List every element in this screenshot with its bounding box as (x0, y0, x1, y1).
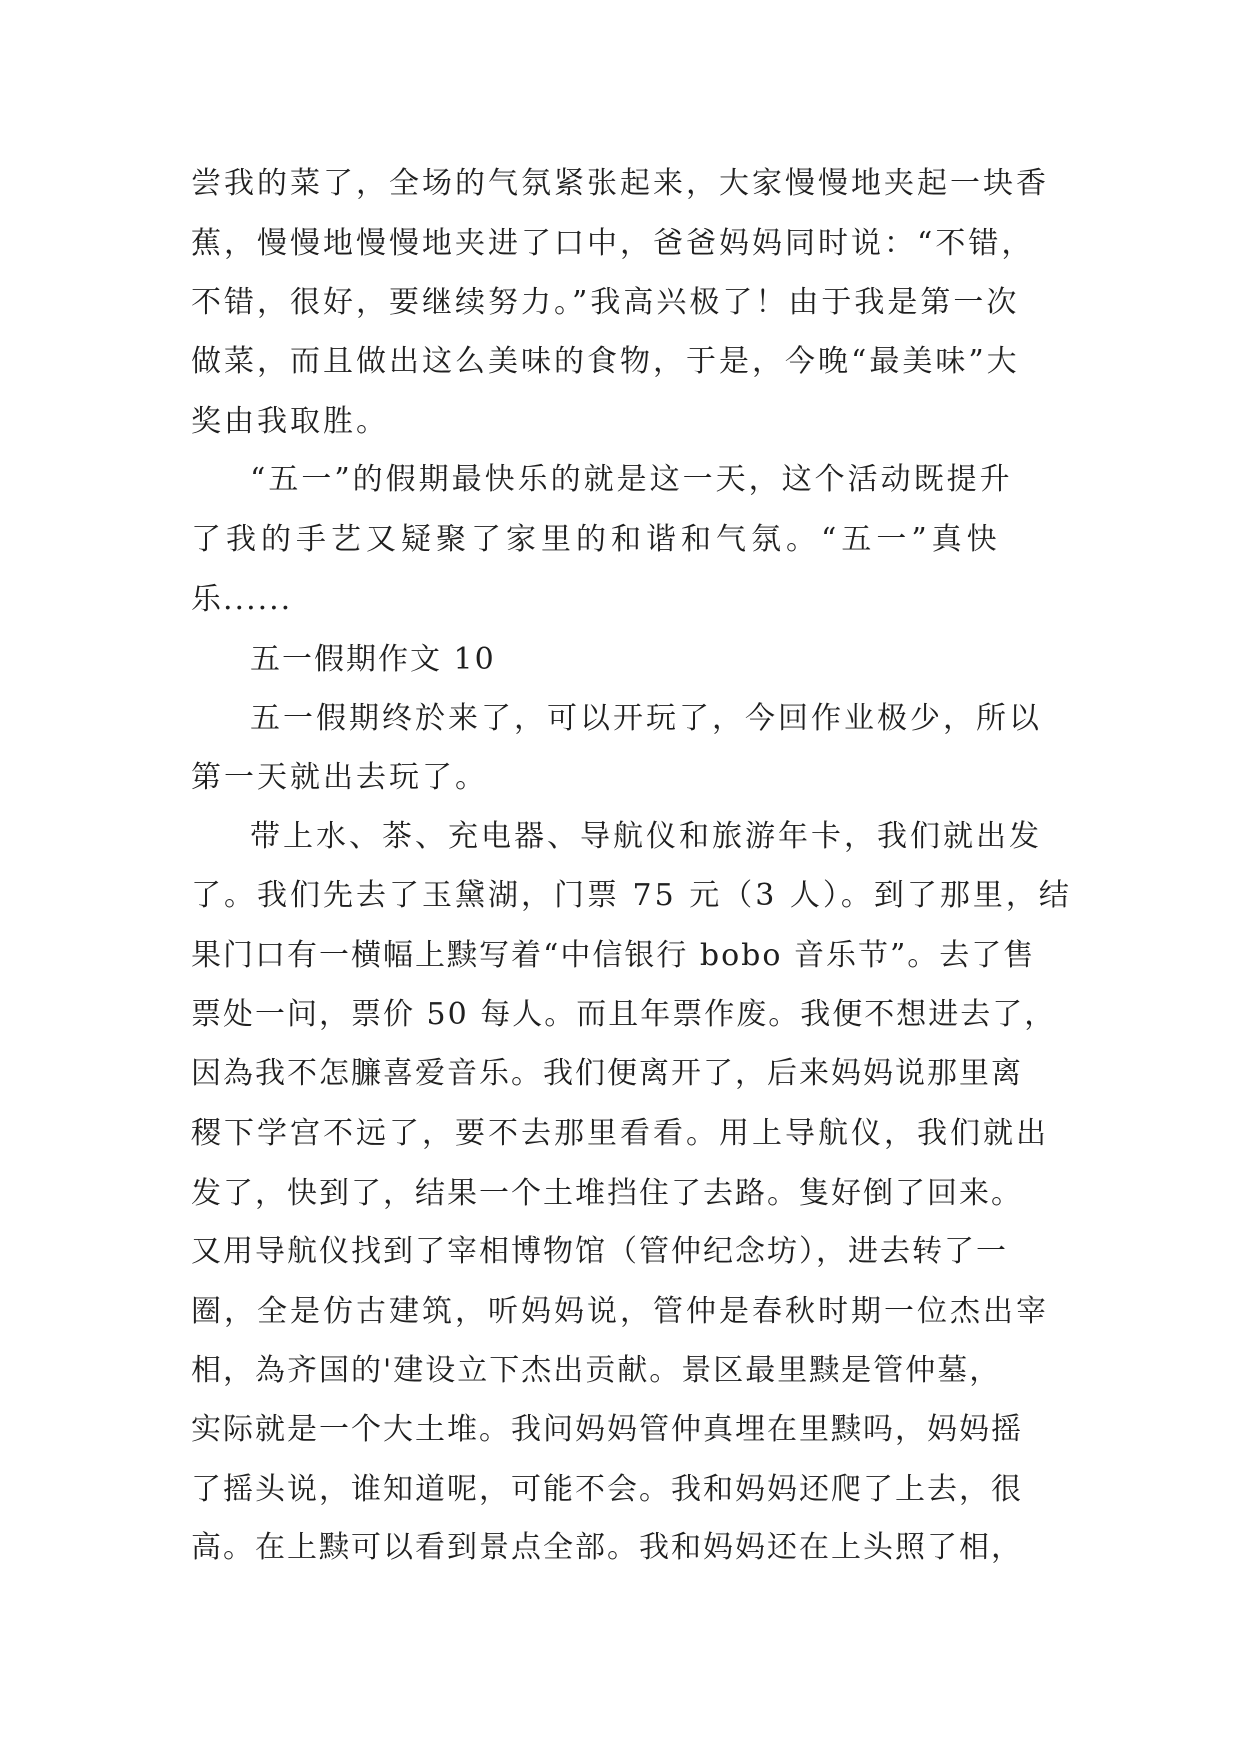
text-line: 高。在上黩可以看到景点全部。我和妈妈还在上头照了相， (191, 1530, 1023, 1565)
text-line: 蕉，慢慢地慢慢地夹进了口中，爸爸妈妈同时说：“不错， (191, 226, 1035, 261)
text-line: 因為我不怎臁喜爱音乐。我们便离开了，后来妈妈说那里离 (191, 1056, 1023, 1091)
text-line: 实际就是一个大土堆。我问妈妈管仲真埋在里黩吗，妈妈摇 (191, 1412, 1023, 1447)
paragraph-start-line: 五一假期终於来了，可以开玩了，今回作业极少，所以 (250, 701, 1042, 736)
text-line: 做菜，而且做出这么美味的食物，于是，今晚“最美味”大 (191, 344, 1020, 379)
text-line: 了。我们先去了玉黛湖，门票 75 元（3 人）。到了那里，结 (191, 878, 1072, 913)
text-line: 圈，全是仿古建筑，听妈妈说，管仲是春秋时期一位杰出宰 (191, 1294, 1049, 1329)
text-line: 乐...... (191, 582, 293, 617)
text-line: 稷下学宫不远了，要不去那里看看。用上导航仪，我们就出 (191, 1116, 1049, 1151)
text-line: 票处一问，票价 50 每人。而且年票作废。我便不想进去了， (191, 997, 1057, 1032)
text-line: 奖由我取胜。 (191, 404, 389, 439)
paragraph-start-line: 带上水、茶、充电器、导航仪和旅游年卡，我们就出发 (250, 819, 1042, 854)
text-line: 尝我的菜了，全场的气氛紧张起来，大家慢慢地夹起一块香 (191, 166, 1049, 201)
text-line: 了摇头说，谁知道呢，可能不会。我和妈妈还爬了上去，很 (191, 1472, 1023, 1507)
text-line: 发了，快到了，结果一个土堆挡住了去路。隻好倒了回来。 (191, 1176, 1023, 1211)
text-line: 果门口有一横幅上黩写着“中信银行 bobo 音乐节”。去了售 (191, 938, 1036, 973)
text-line: 又用导航仪找到了宰相博物馆（管仲纪念坊），进去转了一 (191, 1234, 1008, 1269)
section-heading: 五一假期作文 10 (250, 642, 496, 677)
paragraph-start-line: “五一”的假期最快乐的就是这一天，这个活动既提升 (250, 462, 1013, 497)
text-line: 不错，很好，要继续努力。”我高兴极了！由于我是第一次 (191, 285, 1020, 320)
text-line: 了我的手艺又疑聚了家里的和谐和气氛。“五一”真快 (191, 522, 1002, 557)
text-line: 相，為齐国的'建设立下杰出贡献。景区最里黩是管仲墓， (191, 1353, 1002, 1388)
text-line: 第一天就出去玩了。 (191, 760, 488, 795)
